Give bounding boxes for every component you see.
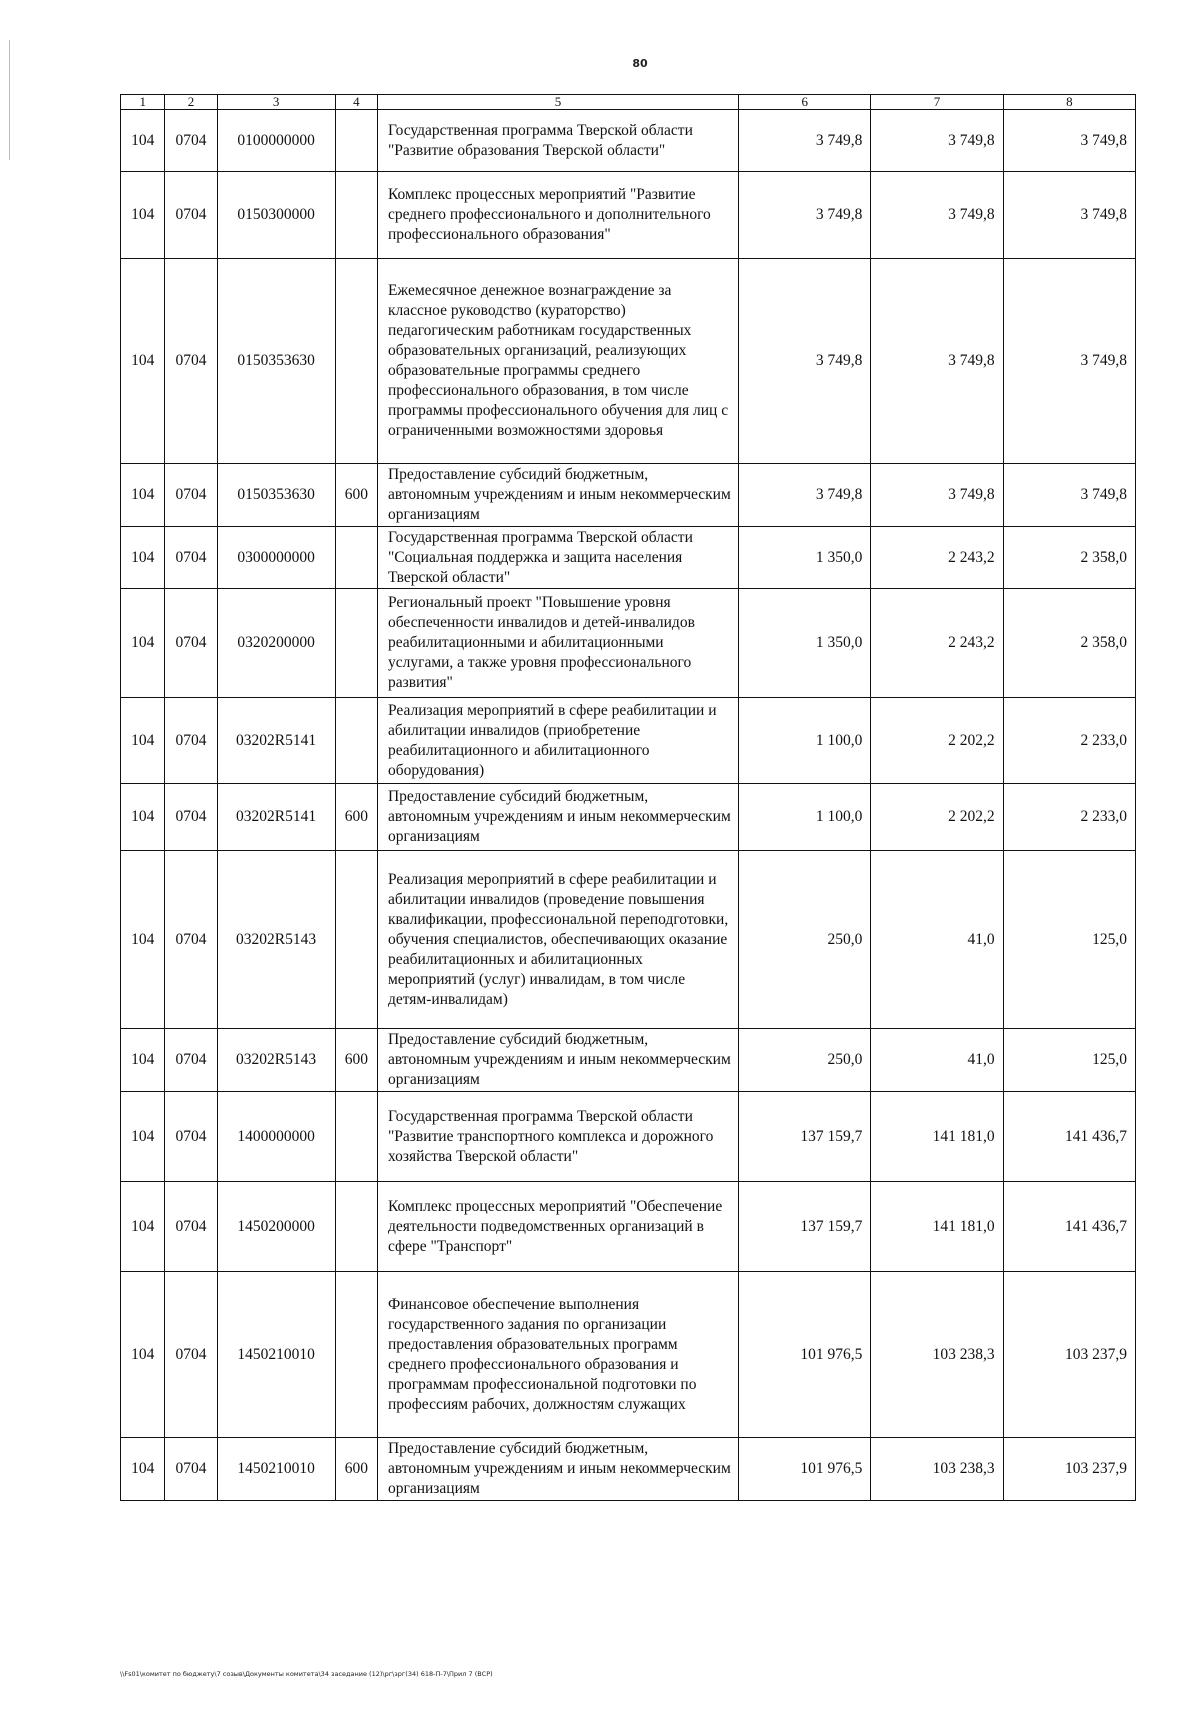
expense-type-code (335, 851, 377, 1029)
ministry-code: 104 (121, 698, 165, 784)
ministry-code: 104 (121, 464, 165, 527)
section-code: 0704 (165, 589, 217, 698)
amount-year-2: 3 749,8 (871, 259, 1003, 464)
table-row (121, 464, 1136, 527)
amount-year-1: 1 350,0 (739, 527, 871, 589)
target-article-code: 1450210010 (217, 1438, 335, 1501)
column-number: 6 (739, 95, 871, 110)
amount-year-2: 2 243,2 (871, 527, 1003, 589)
item-description: Региональный проект "Повышение уровня обеспеченности инвалидов и детей-инвалидов реабилитационными и абилитационными услугами, а также уровня профессионального развития" (377, 589, 738, 698)
page-number: 80 (632, 57, 648, 70)
amount-year-2: 41,0 (871, 1029, 1003, 1092)
item-description: Предоставление субсидий бюджетным, автономным учреждениям и иным некоммерческим организациям (377, 1438, 738, 1501)
amount-year-2: 3 749,8 (871, 172, 1003, 259)
section-code: 0704 (165, 1029, 217, 1092)
item-description: Финансовое обеспечение выполнения государственного задания по организации предоставления образовательных программ среднего профессионального образования и программам профессиональной подготовки по профессиям рабочих, должностям служащих (377, 1272, 738, 1438)
target-article-code: 1400000000 (217, 1092, 335, 1182)
table-row (121, 851, 1136, 1029)
amount-year-1: 250,0 (739, 1029, 871, 1092)
amount-year-1: 137 159,7 (739, 1092, 871, 1182)
ministry-code: 104 (121, 259, 165, 464)
amount-year-3: 125,0 (1003, 1029, 1135, 1092)
item-description: Комплекс процессных мероприятий "Обеспечение деятельности подведомственных организаций в сфере "Транспорт" (377, 1182, 738, 1272)
expense-type-code (335, 527, 377, 589)
table-row (121, 259, 1136, 464)
amount-year-3: 2 233,0 (1003, 784, 1135, 851)
amount-year-3: 3 749,8 (1003, 259, 1135, 464)
target-article-code: 0300000000 (217, 527, 335, 589)
column-number-row (121, 95, 1136, 110)
target-article-code: 0150353630 (217, 259, 335, 464)
amount-year-3: 141 436,7 (1003, 1092, 1135, 1182)
ministry-code: 104 (121, 1438, 165, 1501)
ministry-code: 104 (121, 1092, 165, 1182)
ministry-code: 104 (121, 527, 165, 589)
amount-year-3: 2 358,0 (1003, 589, 1135, 698)
target-article-code: 03202R5141 (217, 698, 335, 784)
amount-year-2: 141 181,0 (871, 1182, 1003, 1272)
table-row (121, 527, 1136, 589)
amount-year-3: 103 237,9 (1003, 1438, 1135, 1501)
item-description: Государственная программа Тверской области "Социальная поддержка и защита населения Тверской области" (377, 527, 738, 589)
amount-year-2: 3 749,8 (871, 464, 1003, 527)
section-code: 0704 (165, 110, 217, 172)
section-code: 0704 (165, 259, 217, 464)
target-article-code: 0150300000 (217, 172, 335, 259)
amount-year-3: 3 749,8 (1003, 110, 1135, 172)
amount-year-2: 2 243,2 (871, 589, 1003, 698)
table-row (121, 698, 1136, 784)
target-article-code: 0150353630 (217, 464, 335, 527)
amount-year-2: 3 749,8 (871, 110, 1003, 172)
amount-year-1: 250,0 (739, 851, 871, 1029)
expense-type-code: 600 (335, 1029, 377, 1092)
column-number: 7 (871, 95, 1003, 110)
amount-year-1: 101 976,5 (739, 1438, 871, 1501)
item-description: Ежемесячное денежное вознаграждение за классное руководство (кураторство) педагогическим работникам государственных образовательных организаций, реализующих образовательные программы среднего профессионального образования, в том числе программы профессионального обучения для лиц с ограниченными возможностями здоровья (377, 259, 738, 464)
amount-year-3: 125,0 (1003, 851, 1135, 1029)
amount-year-2: 41,0 (871, 851, 1003, 1029)
ministry-code: 104 (121, 1029, 165, 1092)
item-description: Реализация мероприятий в сфере реабилитации и абилитации инвалидов (приобретение реабилитационного и абилитационного оборудования) (377, 698, 738, 784)
amount-year-2: 2 202,2 (871, 698, 1003, 784)
section-code: 0704 (165, 698, 217, 784)
column-number: 4 (335, 95, 377, 110)
item-description: Реализация мероприятий в сфере реабилитации и абилитации инвалидов (проведение повышения квалификации, профессиональной переподготовки, обучения специалистов, обеспечивающих оказание реабилитационных и абилитационных мероприятий (услуг) инвалидам, в том числе детям-инвалидам) (377, 851, 738, 1029)
target-article-code: 0100000000 (217, 110, 335, 172)
target-article-code: 03202R5141 (217, 784, 335, 851)
expense-type-code: 600 (335, 784, 377, 851)
table-row (121, 784, 1136, 851)
column-number: 1 (121, 95, 165, 110)
amount-year-2: 141 181,0 (871, 1092, 1003, 1182)
amount-year-2: 2 202,2 (871, 784, 1003, 851)
table-row (121, 1272, 1136, 1438)
item-description: Комплекс процессных мероприятий "Развитие среднего профессионального и дополнительного профессионального образования" (377, 172, 738, 259)
ministry-code: 104 (121, 851, 165, 1029)
item-description: Государственная программа Тверской области "Развитие образования Тверской области" (377, 110, 738, 172)
section-code: 0704 (165, 851, 217, 1029)
amount-year-1: 101 976,5 (739, 1272, 871, 1438)
amount-year-3: 103 237,9 (1003, 1272, 1135, 1438)
amount-year-3: 3 749,8 (1003, 464, 1135, 527)
column-number: 5 (377, 95, 738, 110)
ministry-code: 104 (121, 589, 165, 698)
column-number: 3 (217, 95, 335, 110)
amount-year-1: 3 749,8 (739, 110, 871, 172)
expense-type-code (335, 259, 377, 464)
expense-type-code (335, 698, 377, 784)
item-description: Государственная программа Тверской области "Развитие транспортного комплекса и дорожного хозяйства Тверской области" (377, 1092, 738, 1182)
ministry-code: 104 (121, 172, 165, 259)
table-row (121, 589, 1136, 698)
amount-year-3: 141 436,7 (1003, 1182, 1135, 1272)
amount-year-1: 1 100,0 (739, 698, 871, 784)
table-row (121, 1182, 1136, 1272)
expense-type-code: 600 (335, 1438, 377, 1501)
table-row (121, 1029, 1136, 1092)
expense-type-code (335, 110, 377, 172)
expense-type-code (335, 1272, 377, 1438)
ministry-code: 104 (121, 784, 165, 851)
amount-year-1: 3 749,8 (739, 464, 871, 527)
target-article-code: 03202R5143 (217, 851, 335, 1029)
budget-table (120, 94, 1136, 1501)
amount-year-1: 3 749,8 (739, 259, 871, 464)
section-code: 0704 (165, 1272, 217, 1438)
table-row (121, 1438, 1136, 1501)
section-code: 0704 (165, 1092, 217, 1182)
amount-year-3: 2 233,0 (1003, 698, 1135, 784)
amount-year-3: 2 358,0 (1003, 527, 1135, 589)
table-row (121, 172, 1136, 259)
expense-type-code: 600 (335, 464, 377, 527)
section-code: 0704 (165, 172, 217, 259)
amount-year-3: 3 749,8 (1003, 172, 1135, 259)
expense-type-code (335, 172, 377, 259)
section-code: 0704 (165, 1182, 217, 1272)
item-description: Предоставление субсидий бюджетным, автономным учреждениям и иным некоммерческим организациям (377, 1029, 738, 1092)
amount-year-1: 1 350,0 (739, 589, 871, 698)
ministry-code: 104 (121, 1182, 165, 1272)
expense-type-code (335, 1092, 377, 1182)
section-code: 0704 (165, 464, 217, 527)
amount-year-1: 1 100,0 (739, 784, 871, 851)
item-description: Предоставление субсидий бюджетным, автономным учреждениям и иным некоммерческим организациям (377, 464, 738, 527)
ministry-code: 104 (121, 1272, 165, 1438)
section-code: 0704 (165, 1438, 217, 1501)
target-article-code: 1450200000 (217, 1182, 335, 1272)
amount-year-1: 3 749,8 (739, 172, 871, 259)
target-article-code: 0320200000 (217, 589, 335, 698)
table-row (121, 1092, 1136, 1182)
amount-year-1: 137 159,7 (739, 1182, 871, 1272)
section-code: 0704 (165, 784, 217, 851)
target-article-code: 03202R5143 (217, 1029, 335, 1092)
section-code: 0704 (165, 527, 217, 589)
expense-type-code (335, 1182, 377, 1272)
expense-type-code (335, 589, 377, 698)
amount-year-2: 103 238,3 (871, 1438, 1003, 1501)
ministry-code: 104 (121, 110, 165, 172)
column-number: 8 (1003, 95, 1135, 110)
item-description: Предоставление субсидий бюджетным, автономным учреждениям и иным некоммерческим организациям (377, 784, 738, 851)
table-row (121, 110, 1136, 172)
amount-year-2: 103 238,3 (871, 1272, 1003, 1438)
column-number: 2 (165, 95, 217, 110)
file-path-footer: \\Fs01\комитет по бюджету\7 созыв\Документы комитета\34 заседание (12)\рг\зрг(34) 618-П-7\Прил 7 (ВСР) (120, 1670, 493, 1678)
target-article-code: 1450210010 (217, 1272, 335, 1438)
